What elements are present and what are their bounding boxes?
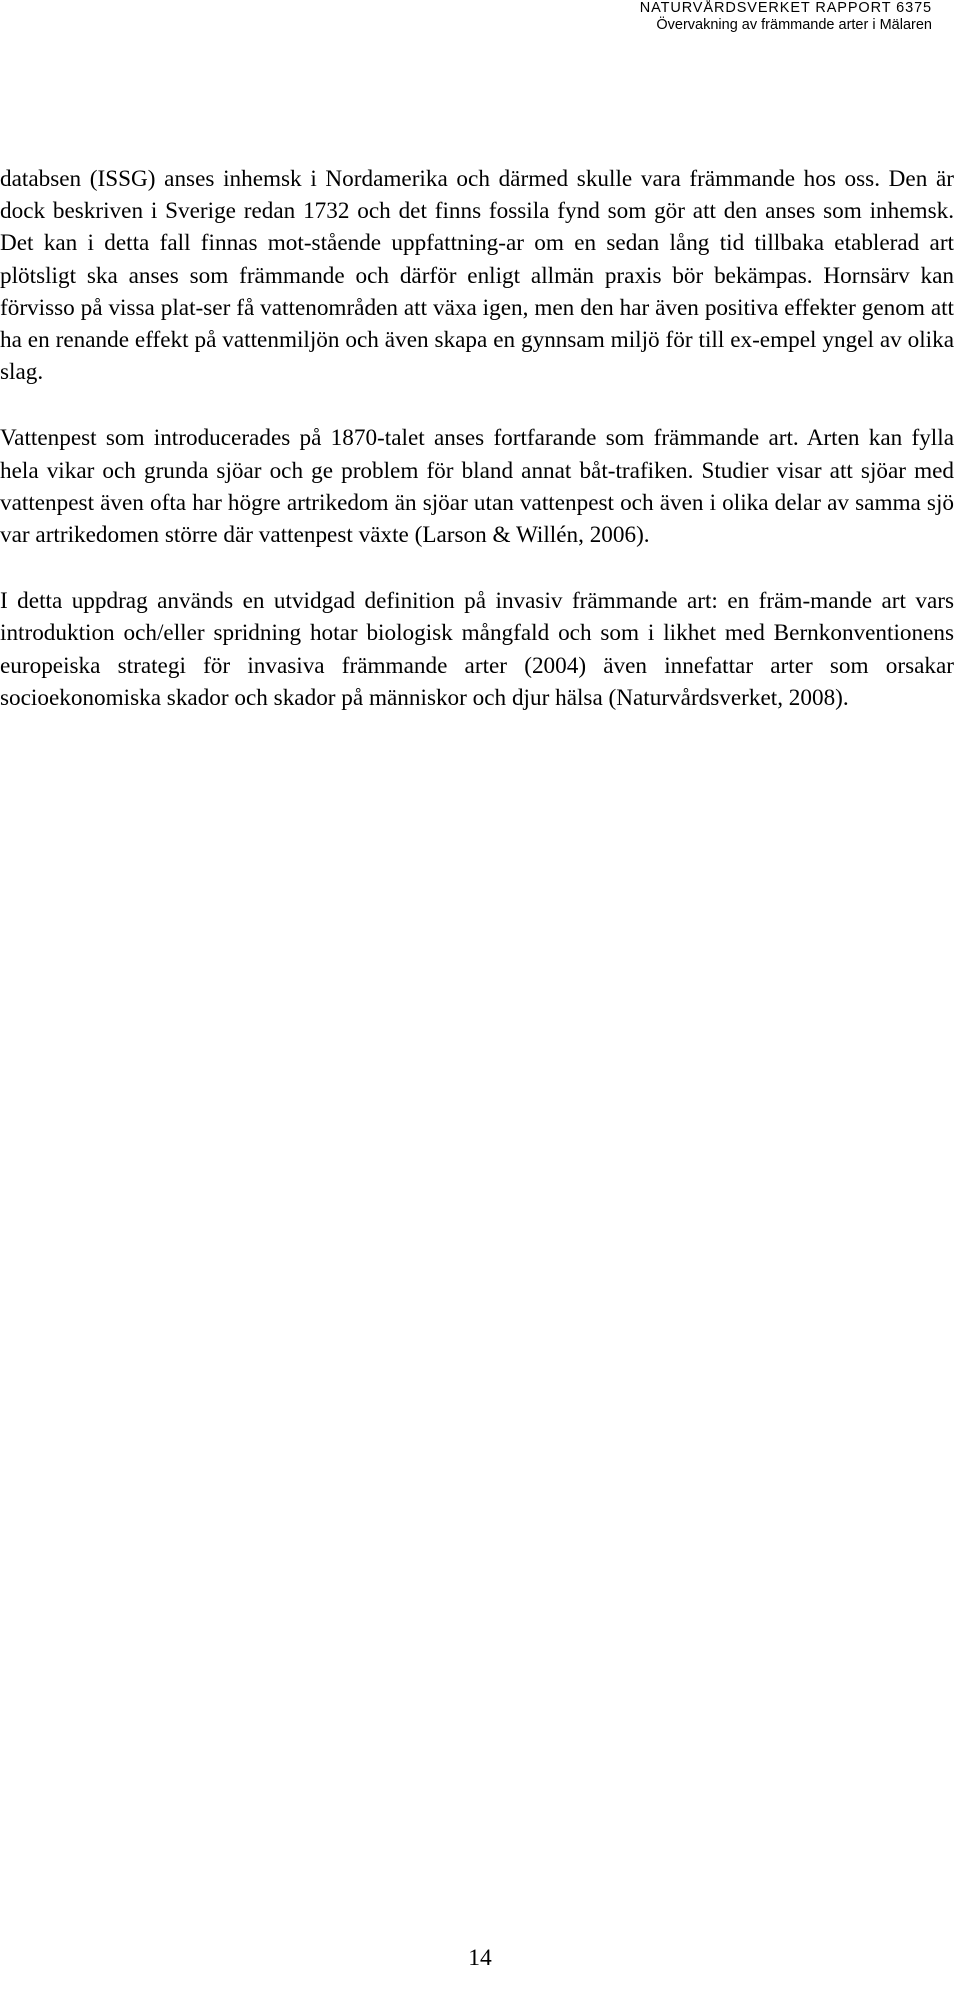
- paragraph: I detta uppdrag används en utvidgad definition på invasiv främmande art: en främ-mande art vars introduktion och/eller spridning hotar biologisk mångfald och som i likhet med Bernkonventionens europeiska strategi för invasiva främmande arter (2004) även innefattar arter som orsakar socioekonomiska skador och skador på människor och djur hälsa (Naturvårdsverket, 2008).: [0, 588, 954, 711]
- report-subtitle: Övervakning av främmande arter i Mälaren: [656, 17, 932, 33]
- page-header: [640, 0, 932, 34]
- report-title: NATURVÅRDSVERKET RAPPORT 6375: [639, 0, 932, 16]
- paragraph: databsen (ISSG) anses inhemsk i Nordamerika och därmed skulle vara främmande hos oss. Den är dock beskriven i Sverige redan 1732 och det finns fossila fynd som gör att den anses som inhemsk. Det kan i detta fall finnas mot-stående uppfattning-ar om en sedan lång tid tillbaka etablerad art plötsligt ska anses som främmande och därför enligt allmän praxis bör bekämpas. Hornsärv kan förvisso på vissa plat-ser få vattenområden att växa igen, men den har även positiva effekter genom att ha en renande effekt på vattenmiljön och även skapa en gynnsam miljö för till ex-empel yngel av olika slag.: [0, 166, 954, 386]
- paragraph: Vattenpest som introducerades på 1870-talet anses fortfarande som främmande art. Arten kan fylla hela vikar och grunda sjöar och ge problem för bland annat båt-trafiken. Studier visar att sjöar med vattenpest även ofta har högre artrikedom än sjöar utan vattenpest och även i olika delar av samma sjö var artrikedomen större där vattenpest växte (Larson & Willén, 2006).: [0, 425, 954, 549]
- body-text: [0, 163, 954, 748]
- page-number: 14: [468, 1945, 492, 1971]
